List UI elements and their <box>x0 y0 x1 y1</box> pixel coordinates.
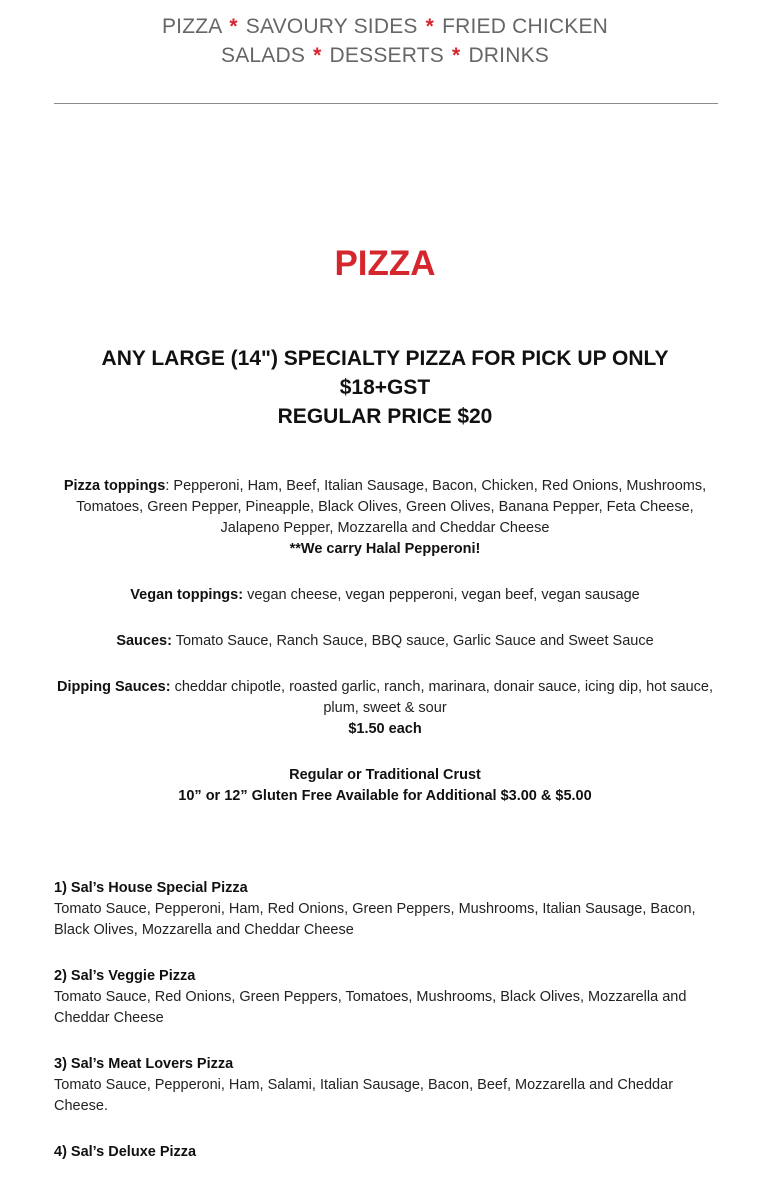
sauces-text: Tomato Sauce, Ranch Sauce, BBQ sauce, Garlic Sauce and Sweet Sauce <box>171 633 654 649</box>
sauces-block <box>54 631 716 652</box>
pizza-title: 1) Sal’s House Special Pizza <box>54 880 248 896</box>
nav-link-pizza[interactable]: PIZZA <box>161 15 222 38</box>
sauces-label: Sauces: <box>116 633 172 649</box>
category-nav-row-1 <box>0 12 770 41</box>
dipping-label: Dipping Sauces: <box>56 679 171 695</box>
toppings-label: Pizza toppings <box>63 478 166 494</box>
pizza-description: Tomato Sauce, Pepperoni, Ham, Red Onions, Green Peppers, Mushrooms, Italian Sausage, Bacon, Black Olives, Mozzarella and Cheddar Cheese <box>54 901 696 938</box>
crust-block <box>54 765 716 807</box>
promo-price: $18+GST <box>339 376 431 399</box>
promo-line-1: ANY LARGE (14") SPECIALTY PIZZA FOR PICK UP ONLY <box>101 347 669 370</box>
list-item <box>54 878 716 941</box>
nav-link-salads[interactable]: SALADS <box>221 44 306 67</box>
nav-link-savoury-sides[interactable]: SAVOURY SIDES <box>245 15 418 38</box>
promo-banner <box>0 344 770 431</box>
category-nav-row-2 <box>0 41 770 70</box>
nav-separator: * <box>425 15 435 38</box>
list-item <box>54 966 716 1029</box>
pizza-title: 3) Sal’s Meat Lovers Pizza <box>54 1056 234 1072</box>
dipping-price: $1.50 each <box>348 721 422 737</box>
pizza-title: 4) Sal’s Deluxe Pizza <box>54 1144 197 1160</box>
vegan-block <box>54 585 716 606</box>
dipping-block <box>54 677 716 740</box>
halal-note: **We carry Halal Pepperoni! <box>289 541 481 557</box>
promo-regular-price: REGULAR PRICE $20 <box>277 405 493 428</box>
nav-separator: * <box>229 15 238 38</box>
toppings-text: : Pepperoni, Ham, Beef, Italian Sausage, Bacon, Chicken, Red Onions, Mushrooms, Tomatoes, Green Pepper, Pineapple, Black Olives, Green Olives, Banana Pepper, Feta Cheese, Jalapeno Pepper, Mozzarella and Cheddar Cheese <box>76 478 707 536</box>
pizza-title: 2) Sal’s Veggie Pizza <box>54 968 196 984</box>
list-item <box>54 1142 716 1163</box>
crust-line-1: Regular or Traditional Crust <box>289 767 481 783</box>
pizza-description: Tomato Sauce, Pepperoni, Ham, Salami, Italian Sausage, Bacon, Beef, Mozzarella and Cheddar Cheese. <box>54 1077 674 1114</box>
divider <box>54 103 718 104</box>
vegan-label: Vegan toppings: <box>130 587 244 603</box>
section-title: PIZZA <box>334 244 436 283</box>
nav-link-drinks[interactable]: DRINKS <box>468 44 549 67</box>
category-nav <box>0 0 770 70</box>
pizza-info <box>54 476 716 832</box>
pizza-list <box>54 878 716 1188</box>
vegan-text: vegan cheese, vegan pepperoni, vegan beef, vegan sausage <box>243 587 640 603</box>
dipping-text: cheddar chipotle, roasted garlic, ranch, marinara, donair sauce, icing dip, hot sauce, plum, sweet & sour <box>170 679 714 716</box>
nav-link-desserts[interactable]: DESSERTS <box>329 44 444 67</box>
list-item <box>54 1054 716 1117</box>
nav-link-fried-chicken[interactable]: FRIED CHICKEN <box>442 15 609 38</box>
pizza-description: Tomato Sauce, Red Onions, Green Peppers, Tomatoes, Mushrooms, Black Olives, Mozzarella and Cheddar Cheese <box>54 989 687 1026</box>
toppings-block <box>54 476 716 560</box>
nav-separator: * <box>313 44 322 67</box>
nav-separator: * <box>452 44 461 67</box>
crust-line-2: 10” or 12” Gluten Free Available for Additional $3.00 & $5.00 <box>178 788 592 804</box>
